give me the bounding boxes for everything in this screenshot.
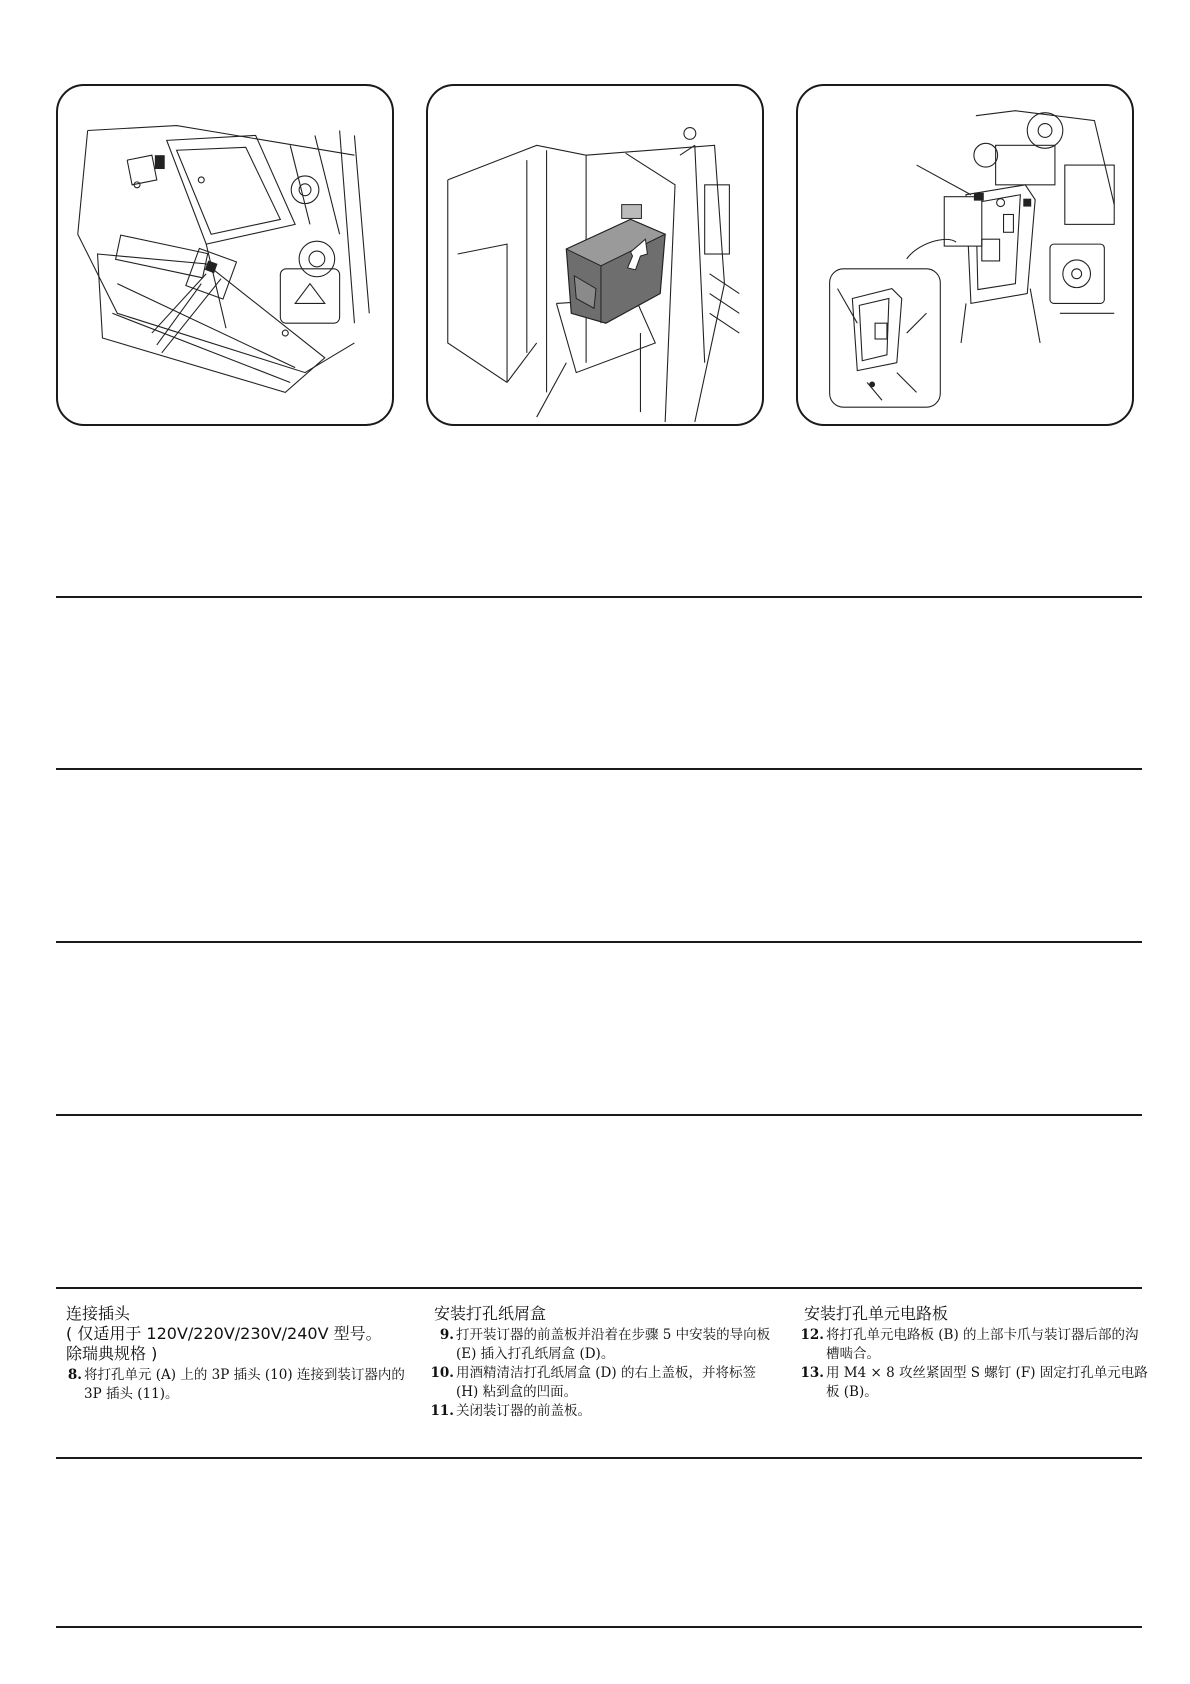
section-install-pcb — [800, 1304, 1149, 1402]
step-number: 8. — [67, 1367, 82, 1383]
figure-connect-plug — [56, 84, 394, 426]
step-number: 11. — [430, 1403, 454, 1419]
step-number: 12. — [800, 1327, 824, 1343]
step-text: 用 M4 × 8 攻丝紧固型 S 螺钉 (F) 固定打孔单元电路板 (B)。 — [826, 1365, 1148, 1400]
step-item — [800, 1326, 1149, 1364]
waste-box-illustration — [428, 86, 762, 424]
divider — [56, 1626, 1142, 1628]
heading-line: 安装打孔单元电路板 — [804, 1304, 949, 1323]
heading-line: 连接插头 — [66, 1304, 131, 1323]
divider — [56, 1114, 1142, 1116]
pcb-illustration — [798, 86, 1132, 424]
figure-install-pcb — [796, 84, 1134, 426]
step-item — [430, 1402, 779, 1421]
step-text: 用酒精清洁打孔纸屑盒 (D) 的右上盖板，并将标签 (H) 粘到盒的凹面。 — [456, 1365, 756, 1400]
step-text: 将打孔单元 (A) 上的 3P 插头 (10) 连接到装订器内的 3P 插头 (11)。 — [84, 1367, 405, 1402]
section-install-waste-box — [430, 1304, 779, 1421]
section-heading — [66, 1304, 411, 1364]
step-number: 9. — [439, 1327, 454, 1343]
figure-install-waste-box — [426, 84, 764, 426]
step-number: 13. — [800, 1365, 824, 1381]
plug-illustration — [58, 86, 392, 424]
divider — [56, 1287, 1142, 1289]
step-item — [430, 1364, 779, 1402]
divider — [56, 1457, 1142, 1459]
divider — [56, 596, 1142, 598]
step-list — [430, 1326, 779, 1421]
step-text: 将打孔单元电路板 (B) 的上部卡爪与装订器后部的沟槽啮合。 — [826, 1327, 1139, 1362]
step-text: 关闭装订器的前盖板。 — [456, 1403, 591, 1419]
heading-line: 安装打孔纸屑盒 — [434, 1304, 547, 1323]
step-number: 10. — [430, 1365, 454, 1381]
step-list — [800, 1326, 1149, 1402]
step-list — [66, 1366, 411, 1404]
heading-line: ( 仅适用于 120V/220V/230V/240V 型号。 — [66, 1324, 382, 1343]
step-item — [800, 1364, 1149, 1402]
section-heading — [434, 1304, 779, 1324]
section-connect-plug — [66, 1304, 411, 1404]
section-heading — [804, 1304, 1149, 1324]
divider — [56, 768, 1142, 770]
heading-line: 除瑞典规格 ) — [66, 1344, 158, 1363]
step-item — [434, 1326, 779, 1364]
divider — [56, 941, 1142, 943]
step-item — [66, 1366, 411, 1404]
step-text: 打开装订器的前盖板并沿着在步骤 5 中安装的导向板 (E) 插入打孔纸屑盒 (D)。 — [456, 1327, 771, 1362]
